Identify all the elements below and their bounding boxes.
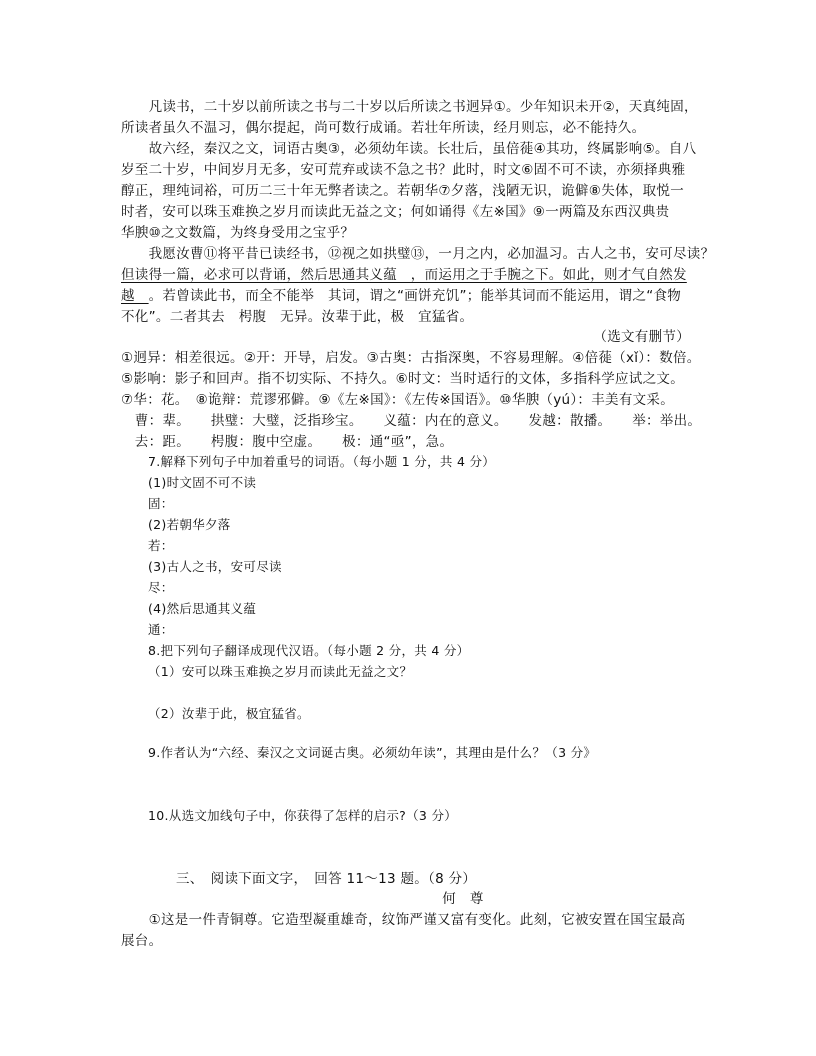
section-3-paragraph-1-line-1: ①这是一件青铜尊。它造型凝重雄奇，纹饰严谨又富有变化。此刻，它被安置在国宝最高: [121, 912, 686, 928]
underlined-sentence-line-1: 但读得一篇，必求可以背诵，然后思通其义蕴 ，而运用之于手腕之下。如此，则才气自然发: [121, 267, 687, 283]
annotation-line-4: 曹：辈。 拱璧：大璧，泛指珍宝。 义蕴：内在的意义。 发越：散播。 举：举出。: [121, 413, 702, 429]
question-8-item-1: （1）安可以珠玉难换之岁月而读此无益之文？: [148, 664, 413, 679]
section-3-heading: 三、 阅读下面文字， 回答 11～13 题。（8 分）: [176, 871, 477, 887]
question-7-item-1: (1)时文固不可不读: [148, 475, 257, 490]
underlined-sentence-line-2: 越: [121, 288, 149, 304]
passage-paragraph-2-line-3: 醇正，理纯词裕，可历二三十年无弊者读之。若朝华⑦夕落，浅陋无识，诡僻⑧失体，取悦一: [121, 183, 685, 199]
question-7-item-3: (3)古人之书，安可尽读: [148, 559, 282, 574]
question-7: 7.解释下列句子中加着重号的词语。（每小题 1 分，共 4 分）: [148, 454, 496, 469]
passage-paragraph-2-line-4: 时者，安可以珠玉难换之岁月而读此无益之文；何如诵得《左※国》⑨一两篇及东西汉典贵: [121, 204, 670, 220]
passage-paragraph-1-line-1: 凡读书，二十岁以前所读之书与二十岁以后所读之书迥异①。少年知识未开②，天真纯固，: [121, 99, 698, 115]
source-note: （选文有删节）: [593, 329, 690, 345]
annotation-line-3: ⑦华：花。 ⑧诡辩：荒谬邪僻。⑨《左※国》：《左传※国语》。⑩华腴（yú）：丰美有文采。: [121, 392, 675, 408]
question-7-answer-2: 若：: [148, 538, 174, 553]
passage-paragraph-2-line-5: 华腴⑩之文数篇，为终身受用之宝乎？: [121, 225, 355, 241]
question-7-answer-3: 尽：: [148, 580, 174, 595]
passage-paragraph-1-line-2: 所读者虽久不温习，偶尔提起，尚可数行成诵。若壮年所读，经月则忘，必不能持久。: [121, 120, 646, 136]
question-7-answer-1: 固：: [148, 496, 174, 511]
question-8-item-2: （2）汝辈于此，极宜猛省。: [148, 706, 310, 721]
question-7-item-2: (2)若朝华夕落: [148, 517, 231, 532]
passage-paragraph-2-line-1: 故六经，秦汉之文，词语古奥③，必须幼年读。长壮后，虽倍蓰④其功，终属影响⑤。自八: [121, 141, 697, 157]
passage-paragraph-3-line-3-rest: 。若曾读此书，而全不能举 其词，谓之“画饼充饥”；能举其词而不能运用，谓之“食物: [148, 288, 682, 304]
article-title: 何 尊: [442, 891, 484, 907]
question-7-answer-4: 通：: [148, 622, 174, 637]
passage-paragraph-3-line-3: [121, 286, 681, 306]
passage-paragraph-2-line-2: 岁至二十岁，中间岁月无多，安可荒弃或读不急之书？此时，时文⑥固不可不读，亦须择典雅: [121, 162, 686, 178]
question-9: 9.作者认为“六经、秦汉之文词诞古奥。必须幼年读”，其理由是什么？（3 分》: [148, 745, 597, 760]
question-10: 10.从选文加线句子中，你获得了怎样的启示?（3 分）: [148, 808, 458, 823]
annotation-line-1: ①迥异：相差很远。②开：开导，启发。③古奥：古指深奥，不容易理解。④倍蓰（xǐ）：数倍。: [121, 350, 701, 366]
annotation-line-2: ⑤影响：影子和回声。指不切实际、不持久。⑥时文：当时适行的文体，多指科学应试之文。: [121, 371, 685, 387]
passage-paragraph-3-line-4: 不化”。二者其去 枵腹 无异。汝辈于此，极 宜猛省。: [121, 309, 474, 325]
section-3-paragraph-1-line-2: 展台。: [121, 933, 163, 949]
annotation-line-5: 去：距。 枵腹：腹中空虚。 极：通“亟”，急。: [121, 434, 454, 450]
passage-paragraph-3-line-1: 我愿汝曹⑪将平昔已读经书，⑫视之如拱璧⑬，一月之内，必加温习。古人之书，安可尽读？: [121, 246, 715, 262]
question-7-item-4: (4)然后思通其义蕴: [148, 601, 257, 616]
question-8: 8.把下列句子翻译成现代汉语。（每小题 2 分，共 4 分）: [148, 643, 470, 658]
